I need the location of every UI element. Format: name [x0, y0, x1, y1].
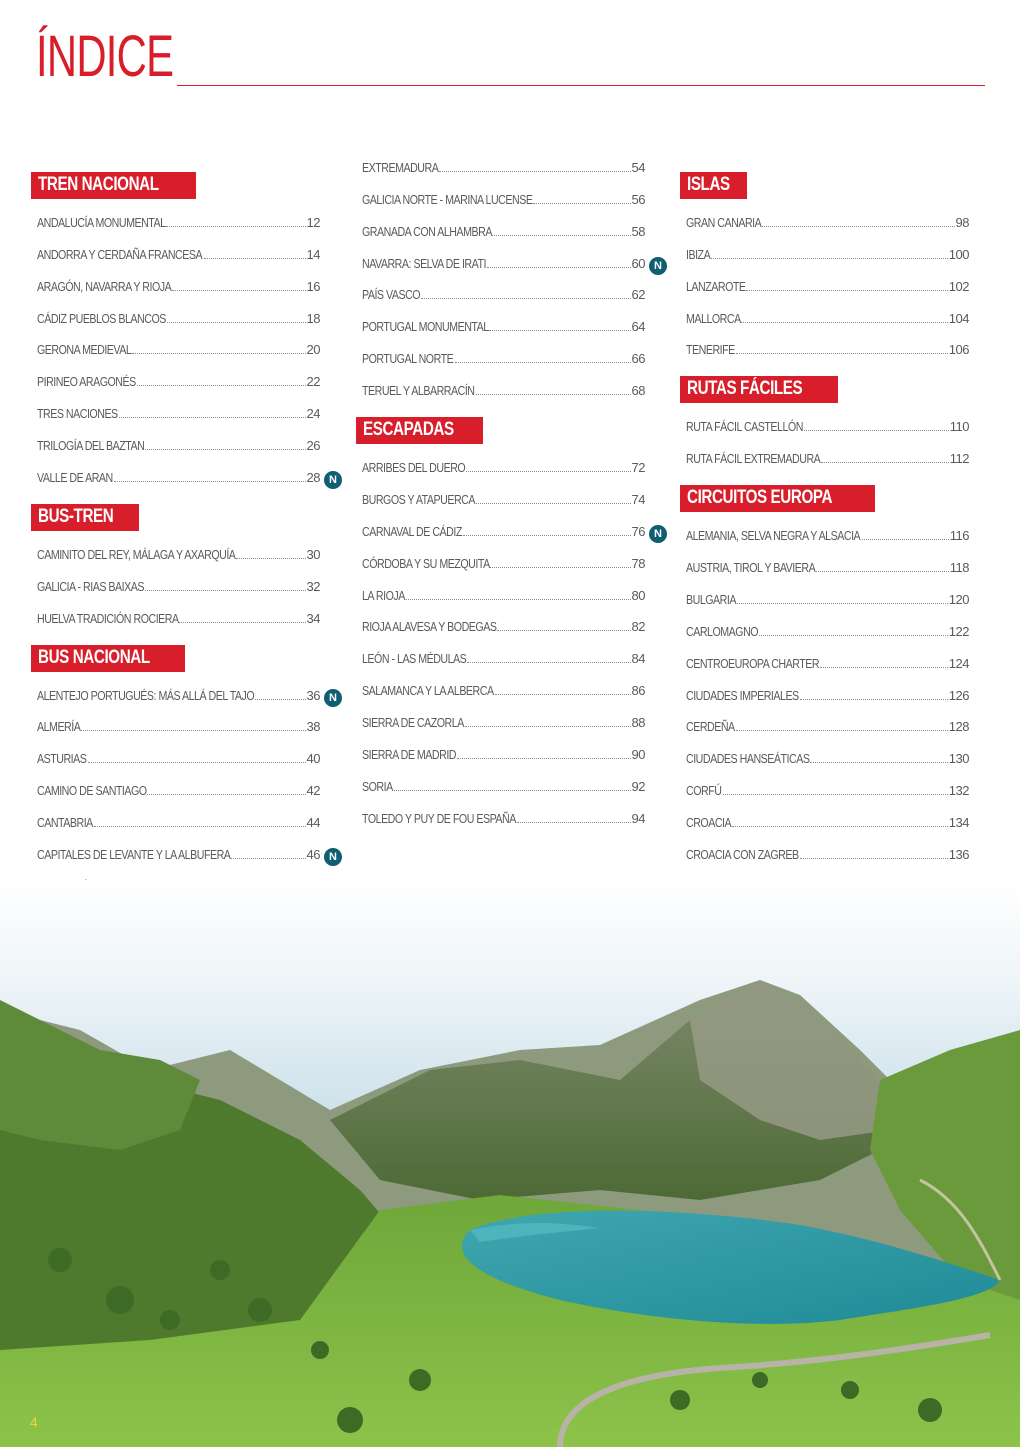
- entry-name: GALICIA NORTE - MARINA LUCENSE: [362, 191, 533, 207]
- index-entry[interactable]: [356, 450, 645, 482]
- entry-page-number: 60: [631, 255, 645, 271]
- entry-page-number: 118: [949, 560, 969, 576]
- index-entry[interactable]: [31, 205, 320, 237]
- entry-name: CENTROEUROPA CHARTER: [686, 655, 820, 671]
- new-badge: N: [324, 848, 342, 866]
- entry-page-number: 12: [306, 214, 320, 230]
- entry-page-number: 22: [306, 374, 320, 390]
- dot-leader: [119, 417, 305, 418]
- dot-leader: [88, 762, 306, 763]
- entry-name: CAMINO DE SANTIAGO: [37, 783, 147, 799]
- dot-leader: [166, 226, 305, 227]
- index-entry[interactable]: [356, 673, 645, 705]
- dot-leader: [455, 362, 631, 363]
- index-column-2: [356, 150, 671, 833]
- dot-leader: [406, 599, 630, 600]
- index-entry[interactable]: [31, 569, 320, 601]
- entry-name: IBIZA: [686, 246, 711, 262]
- entry-page-number: 100: [948, 246, 969, 262]
- entry-page-number: 98: [955, 214, 969, 230]
- dot-leader: [145, 590, 305, 591]
- entry-name: CIUDADES HANSEÁTICAS: [686, 751, 810, 767]
- dot-leader: [231, 858, 305, 859]
- entry-name: ALEMANIA, SELVA NEGRA Y ALSACIA: [686, 528, 861, 544]
- index-entry[interactable]: [356, 182, 645, 214]
- entry-name: SORIA: [362, 778, 393, 794]
- dot-leader: [732, 826, 948, 827]
- entry-name: CARNAVAL DE CÁDIZ: [362, 523, 462, 539]
- section-header-label: TREN NACIONAL: [38, 174, 159, 195]
- entry-name: CROACIA: [686, 815, 732, 831]
- dot-leader: [862, 539, 949, 540]
- dot-leader: [439, 171, 630, 172]
- index-entry[interactable]: [31, 333, 320, 365]
- dot-leader: [517, 822, 631, 823]
- dot-leader: [821, 462, 949, 463]
- index-entry[interactable]: [356, 482, 645, 514]
- entry-page-number: 40: [306, 751, 320, 767]
- entry-page-number: 56: [631, 191, 645, 207]
- index-entry[interactable]: [31, 741, 320, 773]
- entry-name: TOLEDO Y PUY DE FOU ESPAÑA: [362, 810, 516, 826]
- dot-leader: [820, 667, 947, 668]
- entry-name: ARRIBES DEL DUERO: [362, 460, 466, 476]
- dot-leader: [800, 858, 948, 859]
- entry-page-number: 26: [306, 438, 320, 454]
- dot-leader: [746, 290, 948, 291]
- index-entry[interactable]: [31, 805, 320, 837]
- entry-name: BURGOS Y ATAPUERCA: [362, 491, 475, 507]
- entry-page-number: 136: [948, 847, 969, 863]
- entry-name: ARAGÓN, NAVARRA Y RIOJA: [37, 278, 172, 294]
- index-entry[interactable]: [680, 441, 969, 473]
- entry-page-number: 58: [631, 223, 645, 239]
- dot-leader: [457, 758, 631, 759]
- entry-page-number: 112: [949, 451, 969, 467]
- entry-page-number: 94: [631, 810, 645, 826]
- entry-name: ALENTEJO PORTUGUÉS: MÁS ALLÁ DEL TAJO: [37, 687, 255, 703]
- dot-leader: [495, 694, 630, 695]
- entry-page-number: 126: [948, 687, 969, 703]
- entry-page-number: 76: [631, 523, 645, 539]
- entry-name: GRANADA CON ALHAMBRA: [362, 223, 492, 239]
- dot-leader: [172, 290, 306, 291]
- dot-leader: [179, 622, 305, 623]
- dot-leader: [476, 503, 631, 504]
- dot-leader: [490, 567, 630, 568]
- dot-leader: [145, 449, 305, 450]
- index-entry[interactable]: [356, 610, 645, 642]
- entry-name: TRILOGÍA DEL BAZTAN: [37, 438, 145, 454]
- entry-page-number: 90: [631, 747, 645, 763]
- dot-leader: [759, 635, 948, 636]
- entry-page-number: 32: [306, 578, 320, 594]
- dot-leader: [204, 258, 306, 259]
- index-entry[interactable]: [680, 614, 969, 646]
- section-header-label: BUS-TREN: [38, 506, 114, 528]
- index-entry[interactable]: [31, 710, 320, 742]
- index-entry[interactable]: [680, 773, 969, 805]
- dot-leader: [711, 258, 948, 259]
- entry-name: CIUDADES IMPERIALES: [686, 687, 799, 703]
- index-entry[interactable]: [356, 705, 645, 737]
- entry-page-number: 124: [948, 655, 969, 671]
- dot-leader: [137, 385, 305, 386]
- entry-name: LA RIOJA: [362, 587, 405, 603]
- entry-page-number: 116: [949, 528, 969, 544]
- entry-page-number: 64: [631, 319, 645, 335]
- index-entry[interactable]: [356, 373, 645, 405]
- dot-leader: [723, 794, 948, 795]
- entry-name: RUTA FÁCIL EXTREMADURA: [686, 451, 821, 467]
- entry-page-number: 88: [631, 715, 645, 731]
- index-entry[interactable]: [31, 428, 320, 460]
- dot-leader: [492, 235, 630, 236]
- entry-name: SALAMANCA Y LA ALBERCA: [362, 683, 494, 699]
- dot-leader: [465, 726, 631, 727]
- entry-name: CROACIA CON ZAGREB: [686, 847, 799, 863]
- entry-name: MALLORCA: [686, 310, 741, 326]
- entry-page-number: 92: [631, 778, 645, 794]
- index-entry[interactable]: [31, 773, 320, 805]
- entry-name: BULGARIA: [686, 591, 736, 607]
- index-entry[interactable]: [680, 518, 969, 550]
- entry-page-number: 106: [948, 342, 969, 358]
- index-entry[interactable]: [356, 150, 645, 182]
- index-entry[interactable]: [680, 805, 969, 837]
- entry-name: SIERRA DE CAZORLA: [362, 715, 464, 731]
- new-badge: N: [649, 257, 667, 275]
- index-entry[interactable]: [31, 837, 337, 869]
- entry-name: CERDEÑA: [686, 719, 735, 735]
- entry-page-number: 104: [948, 310, 969, 326]
- dot-leader: [736, 353, 948, 354]
- entry-page-number: 74: [631, 491, 645, 507]
- dot-leader: [533, 203, 630, 204]
- index-entry[interactable]: [356, 769, 645, 801]
- entry-name: CAPITALES DE LEVANTE Y LA ALBUFERA: [37, 847, 231, 863]
- entry-page-number: 122: [948, 623, 969, 639]
- entry-name: LEÓN - LAS MÉDULAS: [362, 651, 467, 667]
- dot-leader: [114, 481, 305, 482]
- dot-leader: [476, 394, 631, 395]
- index-entry[interactable]: [680, 237, 969, 269]
- index-entry[interactable]: [31, 460, 337, 492]
- dot-leader: [463, 535, 631, 536]
- entry-name: GERONA MEDIEVAL: [37, 342, 132, 358]
- index-entry[interactable]: [680, 269, 969, 301]
- index-entry[interactable]: [680, 550, 969, 582]
- dot-leader: [804, 430, 949, 431]
- dot-leader: [762, 226, 955, 227]
- section-header-label: ISLAS: [687, 174, 730, 195]
- dot-leader: [394, 790, 630, 791]
- title-rule: [177, 85, 985, 86]
- index-entry[interactable]: [356, 309, 645, 341]
- section-header: [680, 172, 747, 199]
- entry-name: SIERRA DE MADRID: [362, 747, 457, 763]
- dot-leader: [132, 353, 305, 354]
- entry-name: LANZAROTE: [686, 278, 746, 294]
- page-title: ÍNDICE: [36, 24, 174, 89]
- entry-page-number: 120: [948, 591, 969, 607]
- dot-leader: [236, 558, 305, 559]
- index-entry[interactable]: [31, 601, 320, 633]
- entry-page-number: 110: [949, 419, 969, 435]
- entry-page-number: 42: [306, 783, 320, 799]
- entry-page-number: 36: [306, 687, 320, 703]
- index-entry[interactable]: [680, 409, 969, 441]
- dot-leader: [421, 298, 631, 299]
- entry-page-number: 20: [306, 342, 320, 358]
- index-entry[interactable]: [31, 269, 320, 301]
- entry-name: ANDORRA Y CERDAÑA FRANCESA: [37, 246, 203, 262]
- entry-page-number: 30: [306, 546, 320, 562]
- index-column-1: [31, 160, 346, 965]
- dot-leader: [800, 699, 948, 700]
- index-entry[interactable]: [356, 278, 645, 310]
- dot-leader: [94, 826, 306, 827]
- index-entry[interactable]: [356, 341, 645, 373]
- entry-name: PORTUGAL MONUMENTAL: [362, 319, 489, 335]
- index-entry[interactable]: [680, 837, 969, 869]
- entry-name: CÁDIZ PUEBLOS BLANCOS: [37, 310, 166, 326]
- index-entry[interactable]: [680, 205, 969, 237]
- section-header-label: BUS NACIONAL: [38, 646, 150, 668]
- entry-name: EXTREMADURA: [362, 159, 439, 175]
- entry-page-number: 80: [631, 587, 645, 603]
- entry-name: VALLE DE ARAN: [37, 470, 113, 486]
- entry-page-number: 86: [631, 683, 645, 699]
- entry-name: TERUEL Y ALBARRACÍN: [362, 383, 475, 399]
- entry-name: CÓRDOBA Y SU MEZQUITA: [362, 555, 490, 571]
- entry-name: ANDALUCÍA MONUMENTAL: [37, 214, 166, 230]
- page-number: 4: [30, 1414, 38, 1430]
- dot-leader: [736, 730, 948, 731]
- entry-page-number: 16: [306, 278, 320, 294]
- section-header: [31, 645, 185, 672]
- index-entry[interactable]: [31, 678, 337, 710]
- entry-name: GRAN CANARIA: [686, 214, 762, 230]
- dot-leader: [167, 322, 305, 323]
- entry-name: TRES NACIONES: [37, 406, 118, 422]
- entry-name: PIRINEO ARAGONÉS: [37, 374, 136, 390]
- entry-name: NAVARRA: SELVA DE IRATI: [362, 255, 486, 271]
- entry-page-number: 82: [631, 619, 645, 635]
- section-header: [31, 172, 196, 199]
- index-entry[interactable]: [680, 741, 969, 773]
- index-entry[interactable]: [356, 578, 645, 610]
- entry-page-number: 132: [948, 783, 969, 799]
- index-entry[interactable]: [31, 396, 320, 428]
- entry-page-number: 34: [306, 610, 320, 626]
- section-header: [31, 504, 139, 531]
- entry-page-number: 72: [631, 460, 645, 476]
- entry-name: RUTA FÁCIL CASTELLÓN: [686, 419, 803, 435]
- index-entry[interactable]: [680, 710, 969, 742]
- index-entry[interactable]: [680, 646, 969, 678]
- index-entry[interactable]: [356, 641, 645, 673]
- entry-page-number: 14: [306, 246, 320, 262]
- entry-name: TENERIFE: [686, 342, 735, 358]
- dot-leader: [466, 471, 630, 472]
- entry-page-number: 68: [631, 383, 645, 399]
- entry-name: CAMINITO DEL REY, MÁLAGA Y AXARQUÍA: [37, 546, 236, 562]
- entry-name: CARLOMAGNO: [686, 623, 759, 639]
- entry-page-number: 44: [306, 815, 320, 831]
- index-entry[interactable]: [31, 301, 320, 333]
- index-entry[interactable]: [31, 237, 320, 269]
- index-entry[interactable]: [31, 537, 320, 569]
- entry-name: ALMERÍA: [37, 719, 81, 735]
- section-header: [680, 485, 875, 512]
- entry-name: CANTABRIA: [37, 815, 93, 831]
- entry-name: ASTURIAS: [37, 751, 87, 767]
- dot-leader: [741, 322, 947, 323]
- entry-page-number: 24: [306, 406, 320, 422]
- new-badge: N: [324, 689, 342, 707]
- dot-leader: [467, 662, 630, 663]
- section-header: [356, 417, 483, 444]
- entry-name: PORTUGAL NORTE: [362, 351, 454, 367]
- index-entry[interactable]: [31, 364, 320, 396]
- entry-page-number: 84: [631, 651, 645, 667]
- index-entry[interactable]: [356, 514, 662, 546]
- index-entry[interactable]: [680, 301, 969, 333]
- dot-leader: [737, 603, 948, 604]
- dot-leader: [816, 571, 949, 572]
- index-column-3: [680, 160, 980, 869]
- dot-leader: [255, 699, 305, 700]
- entry-page-number: 62: [631, 287, 645, 303]
- index-entry[interactable]: [356, 214, 645, 246]
- entry-name: HUELVA TRADICIÓN ROCIERA: [37, 610, 179, 626]
- entry-page-number: 128: [948, 719, 969, 735]
- entry-name: PAÍS VASCO: [362, 287, 421, 303]
- index-entry[interactable]: [356, 737, 645, 769]
- section-header: [680, 376, 838, 403]
- entry-page-number: 130: [948, 751, 969, 767]
- index-entry[interactable]: [356, 246, 662, 278]
- dot-leader: [147, 794, 305, 795]
- new-badge: N: [324, 471, 342, 489]
- entry-name: CORFÚ: [686, 783, 722, 799]
- landscape-photo: [0, 880, 1020, 1447]
- dot-leader: [497, 630, 630, 631]
- entry-page-number: 54: [631, 159, 645, 175]
- index-entry[interactable]: [680, 333, 969, 365]
- entry-name: GALICIA - RIAS BAIXAS: [37, 578, 144, 594]
- index-entry[interactable]: [356, 546, 645, 578]
- entry-page-number: 28: [306, 470, 320, 486]
- entry-page-number: 102: [948, 278, 969, 294]
- new-badge: N: [649, 525, 667, 543]
- entry-page-number: 78: [631, 555, 645, 571]
- dot-leader: [810, 762, 948, 763]
- section-header-label: RUTAS FÁCILES: [687, 378, 803, 400]
- entry-page-number: 38: [306, 719, 320, 735]
- entry-page-number: 66: [631, 351, 645, 367]
- dot-leader: [487, 267, 630, 268]
- dot-leader: [489, 330, 630, 331]
- index-entry[interactable]: [680, 582, 969, 614]
- index-entry[interactable]: [680, 678, 969, 710]
- entry-page-number: 134: [948, 815, 969, 831]
- index-entry[interactable]: [356, 801, 645, 833]
- dot-leader: [81, 730, 305, 731]
- section-header-label: ESCAPADAS: [363, 419, 454, 441]
- entry-page-number: 46: [306, 847, 320, 863]
- entry-name: AUSTRIA, TIROL Y BAVIERA: [686, 560, 816, 576]
- entry-name: RIOJA ALAVESA Y BODEGAS: [362, 619, 497, 635]
- entry-page-number: 18: [306, 310, 320, 326]
- section-header-label: CIRCUITOS EUROPA: [687, 487, 833, 509]
